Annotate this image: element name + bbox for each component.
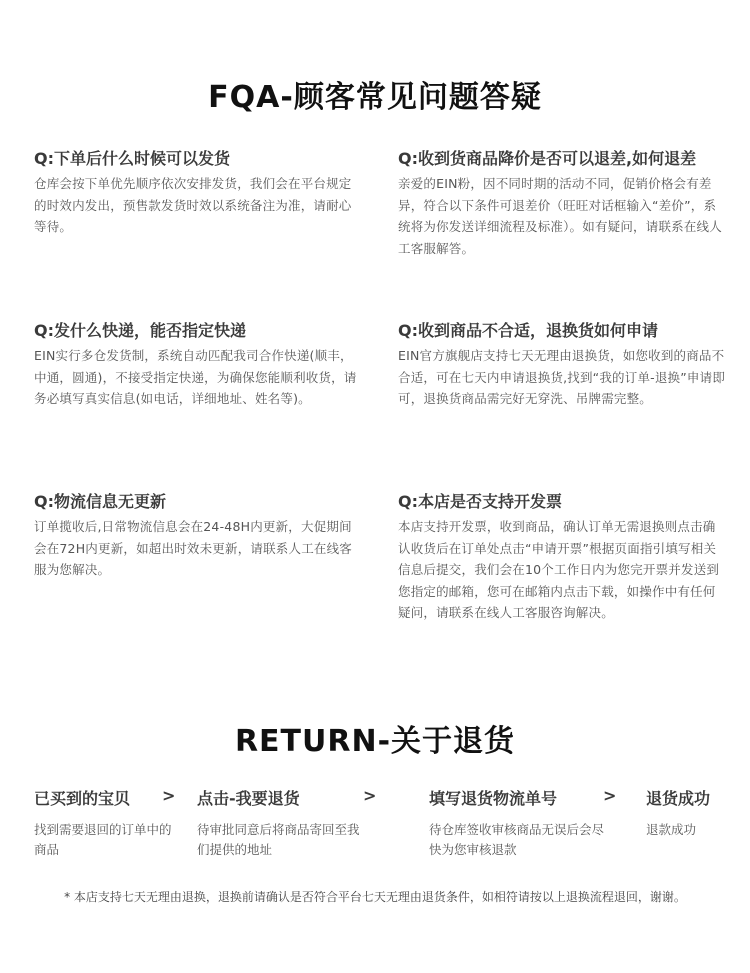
- faq-question: Q:本店是否支持开发票: [398, 492, 563, 511]
- faq-item-logistics: [34, 491, 364, 581]
- faq-answer: 仓库会按下单优先顺序依次安排发货，我们会在平台规定的时效内发出，预售款发货时效以系统备注为准，请耐心等待。: [34, 176, 352, 234]
- faq-question: Q:发什么快递，能否指定快递: [34, 321, 247, 340]
- step-title-return-success: 退货成功: [646, 789, 711, 808]
- step-title-tracking-number: 填写退货物流单号: [429, 789, 558, 808]
- return-policy-footnote: * 本店支持七天无理由退换，退换前请确认是否符合平台七天无理由退货条件，如相符请按以上退换流程退回，谢谢。: [64, 890, 686, 904]
- faq-item-return-exchange: [398, 320, 728, 410]
- faq-answer: EIN实行多仓发货制，系统自动匹配我司合作快递(顺丰，中通，圆通)，不接受指定快递，为确保您能顺利收货，请务必填写真实信息(如电话，详细地址、姓名等)。: [34, 348, 357, 406]
- faq-question: Q:收到商品不合适，退换货如何申请: [398, 321, 659, 340]
- step-arrow: >: [603, 786, 617, 805]
- faq-item-price-refund: [398, 148, 728, 259]
- step-desc-request-return: 待审批同意后将商品寄回至我们提供的地址: [197, 822, 360, 857]
- return-section-title: RETURN-关于退货: [234, 724, 516, 759]
- faq-question: Q:收到货商品降价是否可以退差,如何退差: [398, 149, 697, 168]
- faq-item-shipping-time: [34, 148, 364, 238]
- step-title-request-return: 点击-我要退货: [197, 789, 300, 808]
- faq-item-invoice: [398, 491, 728, 624]
- step-arrow: >: [162, 786, 176, 805]
- faq-answer: 订单揽收后,日常物流信息会在24-48H内更新，大促期间会在72H内更新，如超出时效未更新，请联系人工在线客服为您解决。: [34, 519, 353, 577]
- faq-question: Q:物流信息无更新: [34, 492, 167, 511]
- step-arrow: >: [363, 786, 377, 805]
- faq-section-title: FQA-顾客常见问题答疑: [208, 80, 542, 115]
- step-desc-return-success: 退款成功: [646, 822, 697, 837]
- faq-question: Q:下单后什么时候可以发货: [34, 149, 231, 168]
- step-desc-purchased: 找到需要退回的订单中的商品: [34, 822, 172, 857]
- faq-answer: 本店支持开发票，收到商品，确认订单无需退换则点击确认收货后在订单处点击“申请开票”根据页面指引填写相关信息后提交，我们会在10个工作日内为您完开票并发送到您指定的邮箱，您可在邮箱内点击下载，如操作中有任何疑问，请联系在线人工客服咨询解决。: [398, 519, 720, 620]
- faq-answer: EIN官方旗舰店支持七天无理由退换货，如您收到的商品不合适，可在七天内申请退换货,找到“我的订单-退换”申请即可，退换货商品需完好无穿洗、吊牌需完整。: [398, 348, 726, 406]
- step-title-purchased: 已买到的宝贝: [34, 789, 131, 808]
- step-desc-tracking-number: 待仓库签收审核商品无误后会尽快为您审核退款: [429, 822, 605, 857]
- faq-item-courier: [34, 320, 364, 410]
- faq-answer: 亲爱的EIN粉，因不同时期的活动不同，促销价格会有差异，符合以下条件可退差价（旺旺对话框输入“差价”，系统将为你发送详细流程及标准）。如有疑问，请联系在线人工客服解答。: [398, 176, 722, 256]
